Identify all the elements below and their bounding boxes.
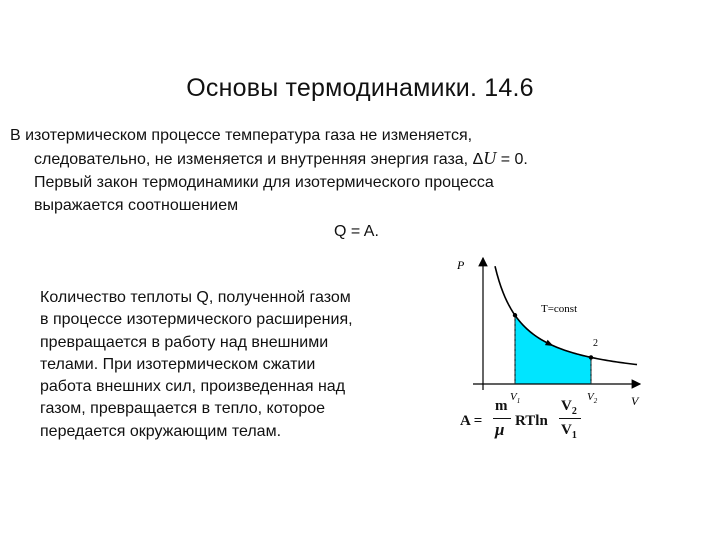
direction-arrow-icon — [545, 340, 554, 346]
explanation-line: в процессе изотермического расширения, — [40, 311, 353, 329]
pv-diagram — [445, 250, 655, 415]
explanation-line: телами. При изотермическом сжатии — [40, 355, 316, 373]
v2-numerator — [561, 398, 577, 417]
mass-fraction-bar — [493, 418, 511, 419]
v1-denominator — [561, 422, 577, 441]
mass-symbol: m — [495, 398, 508, 414]
explanation-line: газом, превращается в тепло, которое — [40, 400, 326, 418]
explanation-line: превращается в работу над внешними — [40, 333, 329, 351]
x-axis-label: V — [631, 394, 639, 408]
y-axis-label: P — [457, 258, 465, 272]
point-2-label: 2 — [593, 338, 598, 349]
v1-letter: V — [510, 391, 517, 403]
v1-subscript: 1 — [516, 397, 521, 405]
intro-line-2-text: следовательно, не изменяется и внутренняя энергия газа, Δ — [34, 151, 484, 168]
internal-energy-symbol: U — [483, 148, 497, 168]
explanation-line: работа внешних сил, произведенная над — [40, 378, 346, 396]
work-area — [515, 315, 591, 384]
slide-title: Основы термодинамики. 14.6 — [186, 74, 534, 102]
explanation-line: Количество теплоты Q, полученной газом — [40, 289, 351, 306]
volume-fraction-bar — [559, 418, 581, 419]
intro-paragraph — [10, 124, 700, 217]
pv-diagram-svg — [445, 250, 655, 410]
v2-subscript: 2 — [593, 397, 598, 405]
intro-line-3: Первый закон термодинамики для изотермического процесса — [34, 174, 494, 191]
intro-line-2 — [10, 147, 700, 171]
v2-numerator-sub: 2 — [571, 406, 577, 417]
explanation-line: передается окружающим телам. — [40, 422, 282, 440]
isotherm-label: T=const — [541, 303, 578, 315]
state-point-2 — [589, 355, 593, 359]
work-formula-rtln: RTln — [515, 413, 548, 429]
explanation-paragraph — [40, 287, 440, 443]
v2-letter: V — [587, 391, 594, 403]
v1-denominator-sub: 1 — [571, 430, 577, 441]
intro-line-1: В изотермическом процессе температура газа не изменяется, — [10, 127, 473, 144]
work-formula — [460, 394, 600, 450]
first-law-formula: Q = A. — [334, 223, 379, 240]
state-point-1 — [513, 313, 517, 317]
work-formula-lhs: A = — [460, 413, 483, 429]
intro-line-4: выражается соотношением — [34, 197, 239, 214]
v1-denominator-letter: V — [561, 422, 572, 438]
intro-line-2-end: = 0. — [496, 151, 528, 168]
v2-numerator-letter: V — [561, 398, 572, 414]
molar-mass-symbol: μ — [495, 420, 505, 439]
